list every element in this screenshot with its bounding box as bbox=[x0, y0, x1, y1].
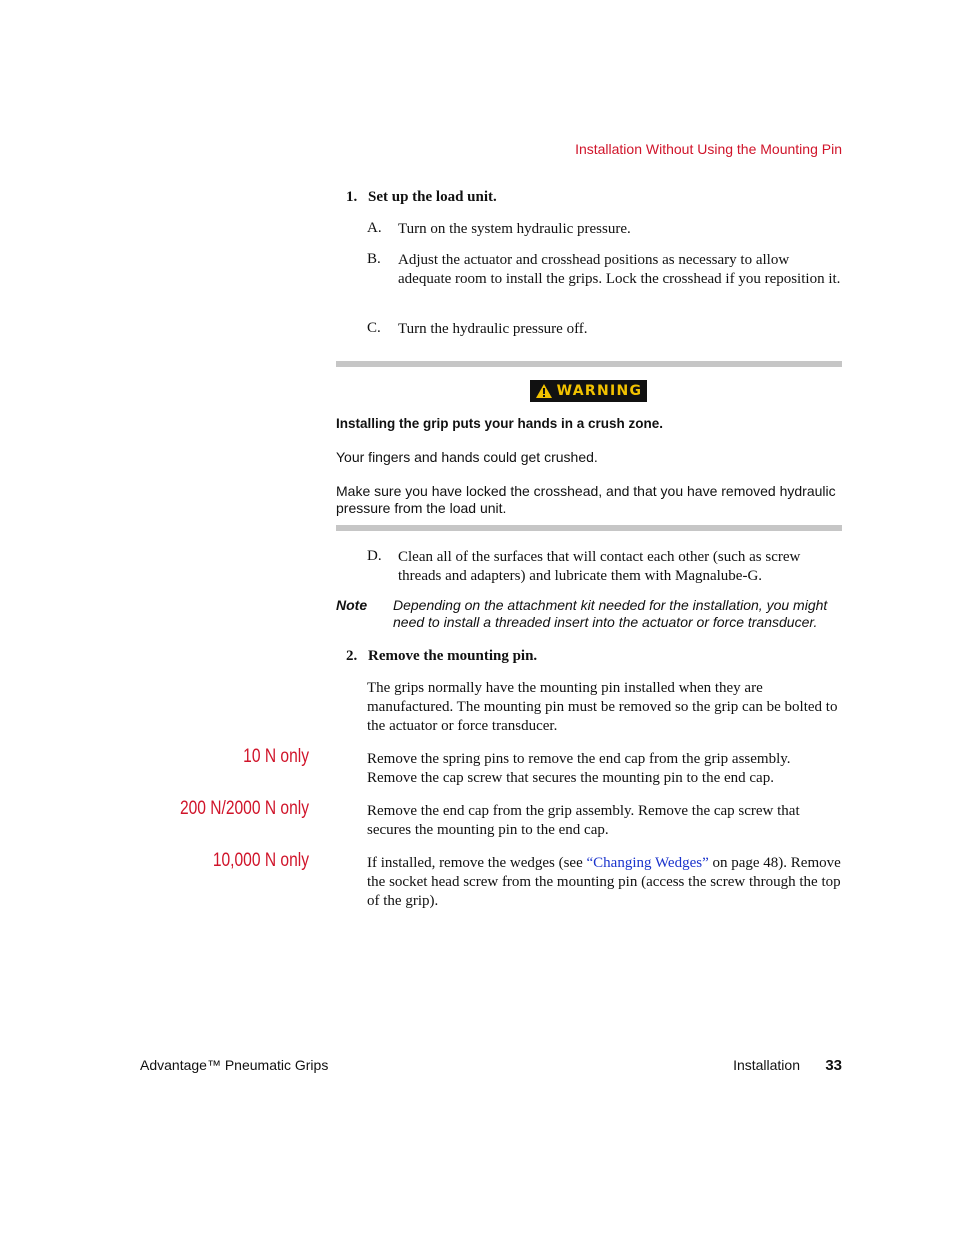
variant-label: 200 N/2000 N only bbox=[179, 798, 309, 819]
variant-text-before-link: If installed, remove the wedges (see bbox=[367, 855, 587, 871]
warning-headline: Installing the grip puts your hands in a crush zone. bbox=[336, 416, 664, 431]
warning-triangle-icon bbox=[535, 383, 553, 399]
step-intro: The grips normally have the mounting pin installed when they are manufactured. The mounting pin must be removed so the grip can be bolted to the actuator or force transducer. bbox=[367, 680, 838, 734]
warning-top-rule bbox=[336, 361, 842, 367]
warning-consequence: Your fingers and hands could get crushed. bbox=[336, 449, 598, 465]
variant-text: Remove the end cap from the grip assembly. Remove the cap screw that secures the mounting pin to the end cap. bbox=[367, 803, 800, 838]
footer-product: Advantage™ Pneumatic Grips bbox=[140, 1057, 329, 1073]
substep-letter: B. bbox=[367, 251, 381, 267]
step-number: 2. bbox=[346, 648, 358, 664]
substep-text: Clean all of the surfaces that will contact each other (such as screw threads and adapters) and lubricate them with Magnalube-G. bbox=[398, 549, 801, 584]
step-title: Remove the mounting pin. bbox=[368, 648, 538, 664]
variant-text-after-link: on page 48). Remove the socket head screw from the mounting pin (access the screw through the top of the grip). bbox=[367, 855, 841, 909]
page-number: 33 bbox=[825, 1057, 842, 1074]
changing-wedges-link[interactable]: “Changing Wedges” bbox=[586, 855, 709, 871]
substep-text: Turn on the system hydraulic pressure. bbox=[398, 221, 631, 237]
warning-instruction: Make sure you have locked the crosshead, and that you have removed hydraulic pressure from the load unit. bbox=[336, 483, 836, 516]
step-title: Set up the load unit. bbox=[368, 189, 497, 205]
footer-chapter: Installation bbox=[733, 1057, 800, 1073]
variant-text bbox=[367, 854, 842, 911]
variant-text: Remove the spring pins to remove the end cap from the grip assembly. Remove the cap screw that secures the mounting pin to the end cap. bbox=[367, 751, 791, 786]
substep-letter: A. bbox=[367, 220, 382, 236]
variant-label: 10 N only bbox=[243, 746, 309, 767]
warning-bottom-rule bbox=[336, 525, 842, 531]
warning-label: WARNING bbox=[556, 383, 643, 399]
substep-letter: D. bbox=[367, 548, 382, 564]
note-label: Note bbox=[336, 597, 368, 613]
variant-label: 10,000 N only bbox=[212, 850, 309, 871]
step-number: 1. bbox=[346, 189, 358, 205]
running-header: Installation Without Using the Mounting Pin bbox=[575, 141, 842, 157]
substep-letter: C. bbox=[367, 320, 381, 336]
substep-text: Turn the hydraulic pressure off. bbox=[398, 321, 588, 337]
note-text: Depending on the attachment kit needed for the installation, you might need to install a threaded insert into the actuator or force transducer. bbox=[393, 597, 828, 630]
substep-text: Adjust the actuator and crosshead positions as necessary to allow adequate room to install the grips. Lock the crosshead if you reposition it. bbox=[398, 252, 841, 287]
warning-badge bbox=[530, 380, 647, 402]
